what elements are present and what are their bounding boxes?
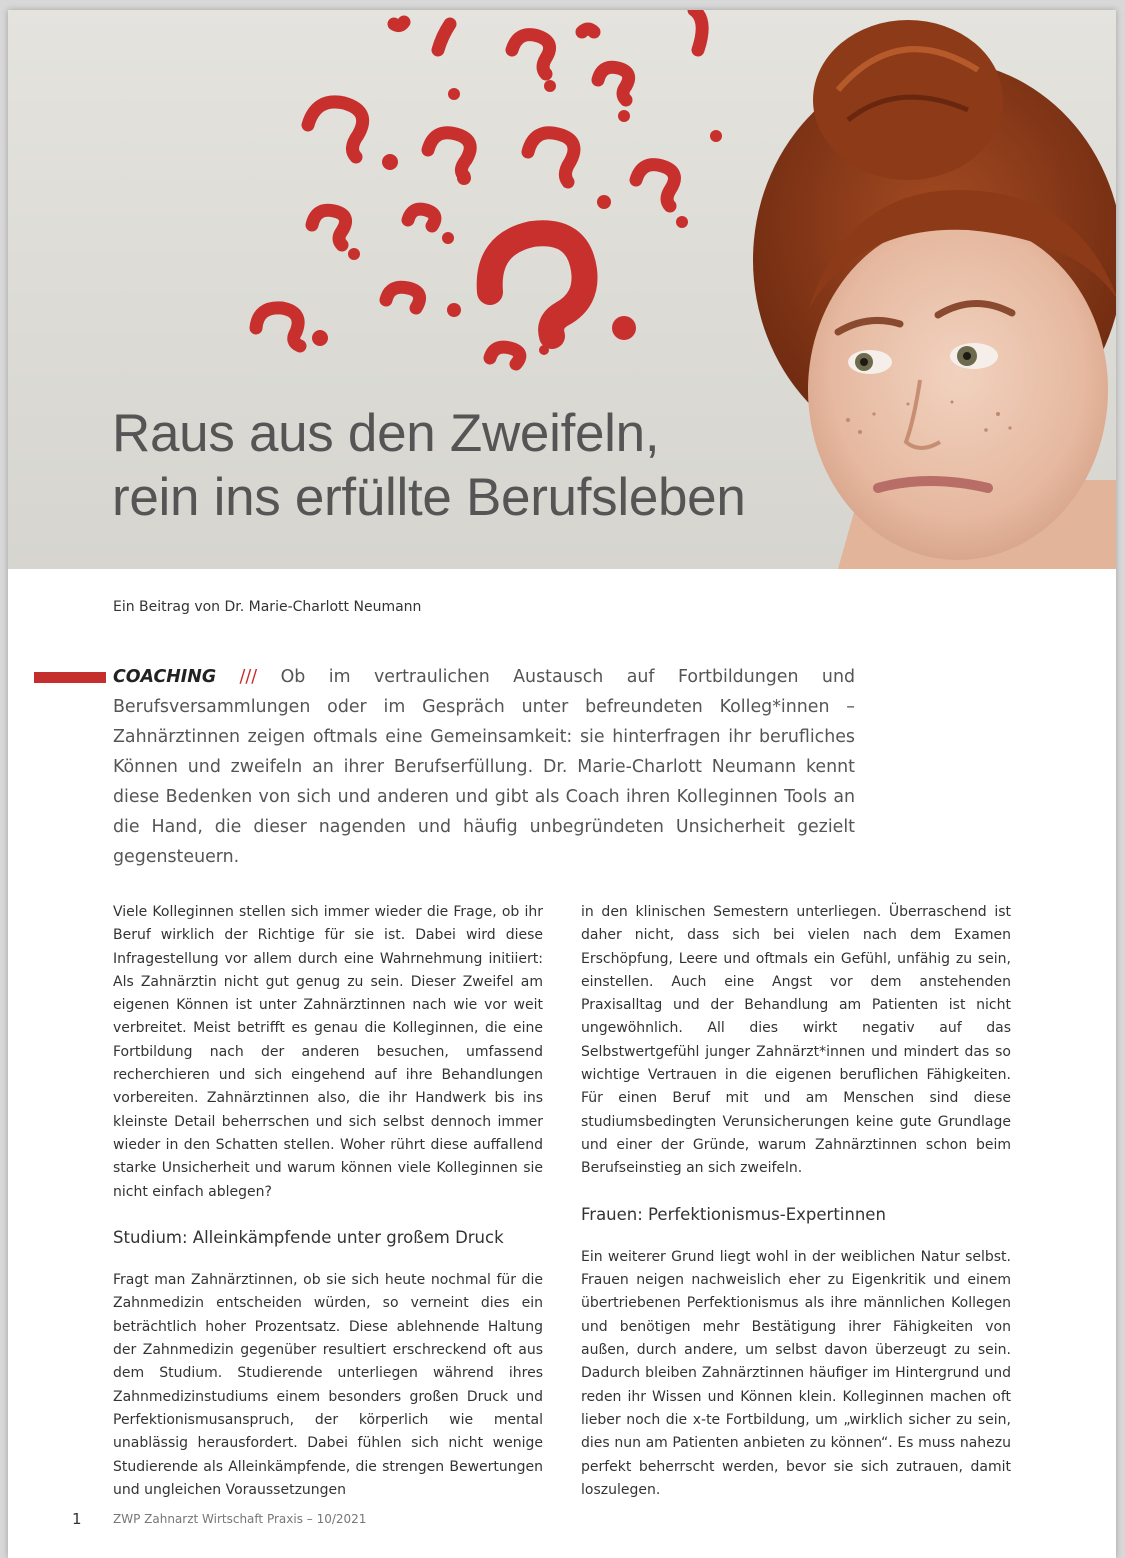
section-keyword: COACHING <box>113 667 217 687</box>
keyword-separator: /// <box>239 667 258 687</box>
lead-accent-bar <box>34 672 106 683</box>
question-marks-decoration <box>256 10 702 364</box>
body-paragraph: in den klinischen Semestern unterliegen. Überraschend ist daher nicht, dass sich bei vielen nach dem Examen Erschöpfung, Leere und oftmals ein Gefühl, unfähig zu sein, einstellen. Auch eine Angst vor dem anstehenden Praxisalltag und der Behandlung am Patienten ist nicht ungewöhnlich. All dies wirkt negativ auf das Selbstwertgefühl junger Zahnärzt*innen und mindert das so wichtige Vertrauen in die eigenen beruflichen Fähigkeiten. Für einen Beruf mit und am Menschen sind diese studiumsbedingten Verunsicherungen keine gute Grundlage und einer der Gründe, warum Zahnärztinnen schon beim Berufseinstieg an sich zweifeln. <box>581 904 1011 1177</box>
subheading-studium: Studium: Alleinkämpfende unter großem Druck <box>113 1227 504 1247</box>
title-line-1: Raus aus den Zweifeln, <box>112 404 660 463</box>
journal-footer: ZWP Zahnarzt Wirtschaft Praxis – 10/2021 <box>113 1512 367 1526</box>
page-number: 1 <box>72 1510 82 1528</box>
woman-portrait <box>753 20 1116 569</box>
body-paragraph: Ein weiterer Grund liegt wohl in der weiblichen Natur selbst. Frauen neigen nachweislich eher zu Eigenkritik und einem übertriebenen Perfektionismus als ihre männlichen Kollegen und benötigen mehr Bestätigung ihrer Fähigkeiten von außen, durch andere, um selbst davon überzeugt zu sein. Dadurch bleiben Zahnärztinnen häufiger im Hintergrund und reden ihr Wissen und Können klein. Kolleginnen machen oft lieber noch die x-te Fortbildung, um „wirklich sicher zu sein, dies nun am Patienten anbieten zu können“. Es muss nahezu perfekt beherrscht werden, bevor sie sich zutrauen, damit loszulegen. <box>581 1248 1011 1498</box>
byline: Ein Beitrag von Dr. Marie-Charlott Neumann <box>113 599 422 615</box>
body-paragraph: Fragt man Zahnärztinnen, ob sie sich heute nochmal für die Zahnmedizin entscheiden würden, so verneint dies ein beträchtlich hoher Prozentsatz. Diese ablehnende Haltung der Zahnmedizin gegenüber resultiert erschreckend oft aus dem Studium. Studierende unterliegen während ihres Zahnmedizinstudiums einem besonders großen Druck und Perfektionismusanspruch, der körperlich wie mental unablässig herausfordert. Dabei fühlen sich nicht wenige Studierende als Alleinkämpfende, die strengen Bewertungen und ungleichen Voraussetzungen <box>113 1272 543 1498</box>
lead-paragraph <box>113 662 855 872</box>
body-column-left <box>113 901 543 1502</box>
lead-text: Ob im vertraulichen Austausch auf Fortbildungen und Berufsversammlungen oder im Gespräch unter befreundeten Kolleg*innen – Zahnärztinnen zeigen oftmals eine Gemeinsamkeit: sie hinterfragen ihr berufliches Können und zweifeln an ihrer Berufserfüllung. Dr. Marie-Charlott Neumann kennt diese Bedenken von sich und anderen und gibt als Coach ihren Kolleginnen Tools an die Hand, die dieser nagenden und häufig unbegründeten Unsicherheit gezielt gegensteuern. <box>113 667 856 867</box>
subheading-frauen: Frauen: Perfektionismus-Expertinnen <box>581 1204 886 1224</box>
title-line-2: rein ins erfüllte Berufsleben <box>112 468 746 527</box>
magazine-page <box>8 10 1116 1558</box>
hero-image <box>8 10 1116 569</box>
body-paragraph: Viele Kolleginnen stellen sich immer wieder die Frage, ob ihr Beruf wirklich der Richtige für sie ist. Dabei wird diese Infragestellung vor allem durch eine Wahrnehmung initiiert: Als Zahnärztin nicht gut genug zu sein. Dieser Zweifel am eigenen Können ist unter Zahnärztinnen nach wie vor weit verbreitet. Meist betrifft es genau die Kolleginnen, die eine Fortbildung nach der anderen besuchen, umfassend recherchieren und sich eingehend auf ihre Behandlungen vorbereiten. Zahnärztinnen also, die ihr Handwerk bis ins kleinste Detail beherrschen und sich selbst dennoch immer wieder in den Schatten stellen. Woher rührt diese auffallend starke Unsicherheit und warum können viele Kolleginnen sie nicht einfach ablegen? <box>113 904 543 1200</box>
question-dots <box>312 80 722 355</box>
body-column-right <box>581 901 1011 1502</box>
article-title <box>112 402 746 530</box>
